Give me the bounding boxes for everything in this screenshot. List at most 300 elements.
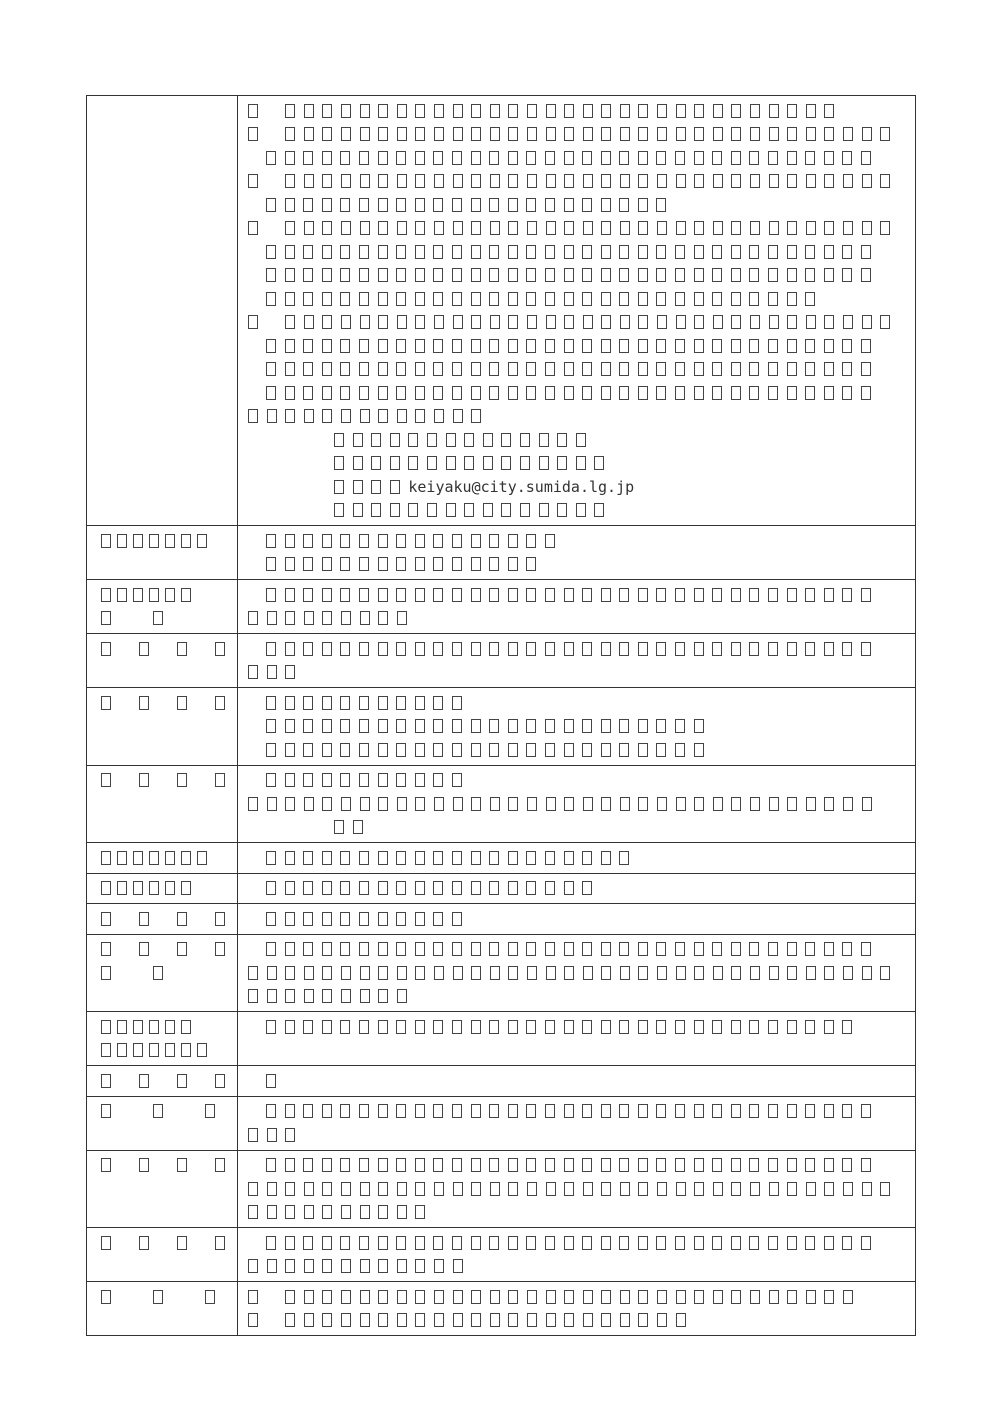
glyph-box <box>564 198 574 212</box>
glyph-box <box>526 1104 536 1118</box>
glyph-box <box>546 104 556 118</box>
glyph-box <box>341 611 351 625</box>
glyph-box <box>582 1104 592 1118</box>
glyph-box <box>303 1236 313 1250</box>
glyph-box <box>303 642 313 656</box>
glyph-box <box>446 456 456 470</box>
glyph-box <box>656 198 666 212</box>
glyph-box <box>712 268 722 282</box>
glyph-box <box>303 386 313 400</box>
glyph-box <box>396 1236 406 1250</box>
glyph-box <box>545 1020 555 1034</box>
glyph-box <box>489 1020 499 1034</box>
glyph-box <box>656 719 666 733</box>
value-line <box>238 405 915 429</box>
glyph-box <box>731 268 741 282</box>
glyph-box <box>396 292 406 306</box>
glyph-box <box>489 386 499 400</box>
label-line <box>87 691 237 715</box>
glyph-box <box>434 127 444 141</box>
glyph-box <box>453 409 463 423</box>
glyph-box <box>861 362 871 376</box>
glyph-box <box>768 386 778 400</box>
glyph-box <box>267 611 277 625</box>
glyph-box <box>452 557 462 571</box>
glyph-box <box>526 881 536 895</box>
glyph-box <box>619 642 629 656</box>
glyph-box <box>452 292 462 306</box>
glyph-box <box>133 851 143 865</box>
glyph-box <box>304 104 314 118</box>
glyph-box <box>378 773 388 787</box>
glyph-box <box>601 1020 611 1034</box>
glyph-box <box>601 1182 611 1196</box>
glyph-box <box>334 456 344 470</box>
value-line <box>238 715 915 739</box>
glyph-box <box>378 797 388 811</box>
glyph-box <box>638 1020 648 1034</box>
glyph-box <box>489 851 499 865</box>
glyph-box <box>341 315 351 329</box>
glyph-box <box>638 966 648 980</box>
glyph-box <box>842 245 852 259</box>
glyph-box <box>527 127 537 141</box>
glyph-box <box>341 966 351 980</box>
glyph-box <box>601 151 611 165</box>
glyph-box <box>806 174 816 188</box>
glyph-box <box>545 198 555 212</box>
glyph-box <box>638 127 648 141</box>
glyph-box <box>694 362 704 376</box>
glyph-box <box>508 1236 518 1250</box>
glyph-box <box>583 797 593 811</box>
glyph-box <box>769 1182 779 1196</box>
glyph-box <box>303 719 313 733</box>
table-row <box>87 873 916 904</box>
glyph-box <box>285 127 295 141</box>
value-line <box>238 1231 915 1255</box>
glyph-box <box>546 315 556 329</box>
glyph-box <box>675 151 685 165</box>
glyph-box <box>638 1236 648 1250</box>
glyph-box <box>433 696 443 710</box>
glyph-box <box>520 503 530 517</box>
glyph-box <box>303 696 313 710</box>
glyph-box <box>359 588 369 602</box>
glyph-box <box>165 588 175 602</box>
glyph-box <box>471 881 481 895</box>
glyph-box <box>769 1290 779 1304</box>
glyph-box <box>266 151 276 165</box>
glyph-box <box>464 433 474 447</box>
glyph-box <box>266 362 276 376</box>
glyph-box <box>434 315 444 329</box>
glyph-box <box>824 151 834 165</box>
glyph-box <box>378 1236 388 1250</box>
glyph-box <box>359 881 369 895</box>
glyph-box <box>378 743 388 757</box>
glyph-box <box>378 912 388 926</box>
table-row <box>87 904 916 935</box>
glyph-box <box>861 1104 871 1118</box>
glyph-box <box>101 881 111 895</box>
glyph-box <box>769 221 779 235</box>
glyph-box <box>676 966 686 980</box>
glyph-box <box>731 151 741 165</box>
glyph-box <box>452 268 462 282</box>
spacer <box>267 1290 277 1304</box>
glyph-box <box>378 174 388 188</box>
glyph-box <box>824 362 834 376</box>
glyph-box <box>266 1074 276 1088</box>
glyph-box <box>564 642 574 656</box>
glyph-box <box>787 966 797 980</box>
glyph-box <box>452 198 462 212</box>
glyph-box <box>248 174 258 188</box>
glyph-box <box>415 1290 425 1304</box>
glyph-box <box>638 268 648 282</box>
glyph-box <box>731 1290 741 1304</box>
glyph-box <box>471 315 481 329</box>
glyph-box <box>619 362 629 376</box>
row-label <box>87 1012 238 1066</box>
glyph-box <box>824 339 834 353</box>
glyph-box <box>322 127 332 141</box>
glyph-box <box>824 1182 834 1196</box>
glyph-box <box>101 696 111 710</box>
glyph-box <box>694 315 704 329</box>
glyph-box <box>557 456 567 470</box>
glyph-box <box>619 292 629 306</box>
glyph-box <box>266 642 276 656</box>
glyph-box <box>749 1158 759 1172</box>
glyph-box <box>378 268 388 282</box>
glyph-box <box>489 198 499 212</box>
glyph-box <box>360 797 370 811</box>
glyph-box <box>452 642 462 656</box>
glyph-box <box>340 851 350 865</box>
glyph-box <box>861 642 871 656</box>
glyph-box <box>656 1020 666 1034</box>
glyph-box <box>508 268 518 282</box>
glyph-box <box>564 104 574 118</box>
value-line <box>238 846 915 870</box>
glyph-box <box>638 339 648 353</box>
glyph-box <box>842 1236 852 1250</box>
glyph-box <box>360 1259 370 1273</box>
value-line <box>238 1309 915 1333</box>
glyph-box <box>713 104 723 118</box>
glyph-box <box>489 1104 499 1118</box>
glyph-box <box>880 315 890 329</box>
glyph-box <box>266 1104 276 1118</box>
glyph-box <box>359 743 369 757</box>
glyph-box <box>545 245 555 259</box>
glyph-box <box>483 503 493 517</box>
glyph-box <box>862 127 872 141</box>
glyph-box <box>546 966 556 980</box>
value-line <box>238 1201 915 1225</box>
glyph-box <box>396 642 406 656</box>
glyph-box <box>526 245 536 259</box>
spacer <box>267 1313 277 1327</box>
glyph-box <box>378 1104 388 1118</box>
glyph-box <box>248 1290 258 1304</box>
glyph-box <box>843 174 853 188</box>
glyph-box <box>638 151 648 165</box>
glyph-box <box>133 588 143 602</box>
glyph-box <box>545 743 555 757</box>
glyph-box <box>453 1259 463 1273</box>
glyph-box <box>490 315 500 329</box>
value-line <box>238 1154 915 1178</box>
glyph-box <box>322 696 332 710</box>
glyph-box <box>787 1290 797 1304</box>
glyph-box <box>360 611 370 625</box>
glyph-box <box>675 292 685 306</box>
glyph-box <box>334 433 344 447</box>
glyph-box <box>285 966 295 980</box>
glyph-box <box>601 339 611 353</box>
glyph-box <box>378 1158 388 1172</box>
glyph-box <box>657 127 667 141</box>
glyph-box <box>359 942 369 956</box>
glyph-box <box>656 1158 666 1172</box>
glyph-box <box>805 1236 815 1250</box>
glyph-box <box>415 1104 425 1118</box>
glyph-box <box>266 268 276 282</box>
glyph-box <box>787 1104 797 1118</box>
glyph-box <box>508 151 518 165</box>
glyph-box <box>694 292 704 306</box>
glyph-box <box>805 245 815 259</box>
glyph-box <box>619 268 629 282</box>
glyph-box <box>433 557 443 571</box>
glyph-box <box>433 534 443 548</box>
glyph-box <box>415 127 425 141</box>
glyph-box <box>676 797 686 811</box>
glyph-box <box>397 1259 407 1273</box>
glyph-box <box>304 174 314 188</box>
glyph-box <box>267 665 277 679</box>
glyph-box <box>619 386 629 400</box>
glyph-box <box>749 1020 759 1034</box>
glyph-box <box>594 503 604 517</box>
glyph-box <box>471 1104 481 1118</box>
glyph-box <box>582 851 592 865</box>
glyph-box <box>181 1020 191 1034</box>
row-value <box>238 96 916 526</box>
glyph-box <box>453 315 463 329</box>
glyph-box <box>564 1290 574 1304</box>
glyph-box <box>490 1290 500 1304</box>
glyph-box <box>675 588 685 602</box>
glyph-box <box>731 1020 741 1034</box>
glyph-box <box>471 362 481 376</box>
glyph-box <box>675 362 685 376</box>
glyph-box <box>452 1104 462 1118</box>
table-row <box>87 1096 916 1150</box>
glyph-box <box>177 1074 187 1088</box>
glyph-box <box>396 557 406 571</box>
glyph-box <box>656 642 666 656</box>
glyph-box <box>787 127 797 141</box>
glyph-box <box>619 743 629 757</box>
glyph-box <box>564 292 574 306</box>
glyph-box <box>526 151 536 165</box>
glyph-box <box>490 127 500 141</box>
glyph-box <box>390 480 400 494</box>
glyph-box <box>434 1182 444 1196</box>
glyph-box <box>285 386 295 400</box>
glyph-box <box>824 1236 834 1250</box>
value-line <box>238 661 915 685</box>
glyph-box <box>360 989 370 1003</box>
glyph-box <box>378 942 388 956</box>
glyph-box <box>601 1236 611 1250</box>
glyph-box <box>805 942 815 956</box>
glyph-box <box>582 268 592 282</box>
label-line <box>87 637 237 661</box>
glyph-box <box>397 1182 407 1196</box>
glyph-box <box>340 557 350 571</box>
glyph-box <box>181 588 191 602</box>
glyph-box <box>546 221 556 235</box>
glyph-box <box>564 1104 574 1118</box>
glyph-box <box>694 966 704 980</box>
glyph-box <box>397 1290 407 1304</box>
glyph-box <box>675 642 685 656</box>
glyph-box <box>415 1259 425 1273</box>
glyph-box <box>824 642 834 656</box>
email-address: keiyaku@city.sumida.lg.jp <box>408 477 635 496</box>
glyph-box <box>303 881 313 895</box>
value-line <box>238 792 915 816</box>
glyph-box <box>415 696 425 710</box>
glyph-box <box>285 315 295 329</box>
glyph-box <box>427 456 437 470</box>
glyph-box <box>546 127 556 141</box>
glyph-box <box>564 1020 574 1034</box>
glyph-box <box>582 1158 592 1172</box>
value-line <box>238 499 915 523</box>
glyph-box <box>396 268 406 282</box>
glyph-box <box>415 151 425 165</box>
glyph-box <box>564 1236 574 1250</box>
glyph-box <box>396 743 406 757</box>
glyph-box <box>415 1182 425 1196</box>
glyph-box <box>619 1236 629 1250</box>
glyph-box <box>490 797 500 811</box>
glyph-box <box>545 386 555 400</box>
glyph-box <box>545 942 555 956</box>
glyph-box <box>501 433 511 447</box>
glyph-box <box>583 966 593 980</box>
glyph-box <box>433 719 443 733</box>
glyph-box <box>378 851 388 865</box>
label-line <box>87 1231 237 1255</box>
glyph-box <box>322 743 332 757</box>
glyph-box <box>452 1020 462 1034</box>
row-label <box>87 688 238 766</box>
glyph-box <box>675 339 685 353</box>
glyph-box <box>576 503 586 517</box>
glyph-box <box>768 151 778 165</box>
glyph-box <box>545 268 555 282</box>
glyph-box <box>378 292 388 306</box>
glyph-box <box>433 1158 443 1172</box>
table-row <box>87 688 916 766</box>
glyph-box <box>564 245 574 259</box>
glyph-box <box>378 989 388 1003</box>
glyph-box <box>396 912 406 926</box>
glyph-box <box>446 503 456 517</box>
row-label <box>87 580 238 634</box>
glyph-box <box>322 557 332 571</box>
glyph-box <box>731 1236 741 1250</box>
glyph-box <box>564 1158 574 1172</box>
value-line <box>238 607 915 631</box>
glyph-box <box>769 315 779 329</box>
glyph-box <box>285 942 295 956</box>
row-value <box>238 904 916 935</box>
glyph-box <box>197 1043 207 1057</box>
glyph-box <box>713 315 723 329</box>
value-line <box>238 240 915 264</box>
glyph-box <box>397 1205 407 1219</box>
glyph-box <box>304 797 314 811</box>
glyph-box <box>713 1290 723 1304</box>
glyph-box <box>638 588 648 602</box>
glyph-box <box>657 966 667 980</box>
glyph-box <box>266 339 276 353</box>
glyph-box <box>322 221 332 235</box>
glyph-box <box>805 386 815 400</box>
glyph-box <box>285 851 295 865</box>
glyph-box <box>360 1290 370 1304</box>
glyph-box <box>266 743 276 757</box>
glyph-box <box>694 942 704 956</box>
glyph-box <box>824 386 834 400</box>
glyph-box <box>675 1236 685 1250</box>
glyph-box <box>676 104 686 118</box>
glyph-box <box>248 1313 258 1327</box>
glyph-box <box>675 386 685 400</box>
glyph-box <box>415 268 425 282</box>
glyph-box <box>489 151 499 165</box>
value-line <box>238 637 915 661</box>
glyph-box <box>576 433 586 447</box>
glyph-box <box>285 642 295 656</box>
glyph-box <box>322 268 332 282</box>
glyph-box <box>303 557 313 571</box>
row-value <box>238 934 916 1012</box>
glyph-box <box>322 797 332 811</box>
glyph-box <box>453 797 463 811</box>
glyph-box <box>787 642 797 656</box>
glyph-box <box>842 642 852 656</box>
glyph-box <box>806 315 816 329</box>
glyph-box <box>508 1020 518 1034</box>
glyph-box <box>378 315 388 329</box>
glyph-box <box>453 174 463 188</box>
glyph-box <box>768 1158 778 1172</box>
glyph-box <box>545 339 555 353</box>
glyph-box <box>341 1182 351 1196</box>
glyph-box <box>285 611 295 625</box>
row-label <box>87 843 238 874</box>
glyph-box <box>620 1182 630 1196</box>
